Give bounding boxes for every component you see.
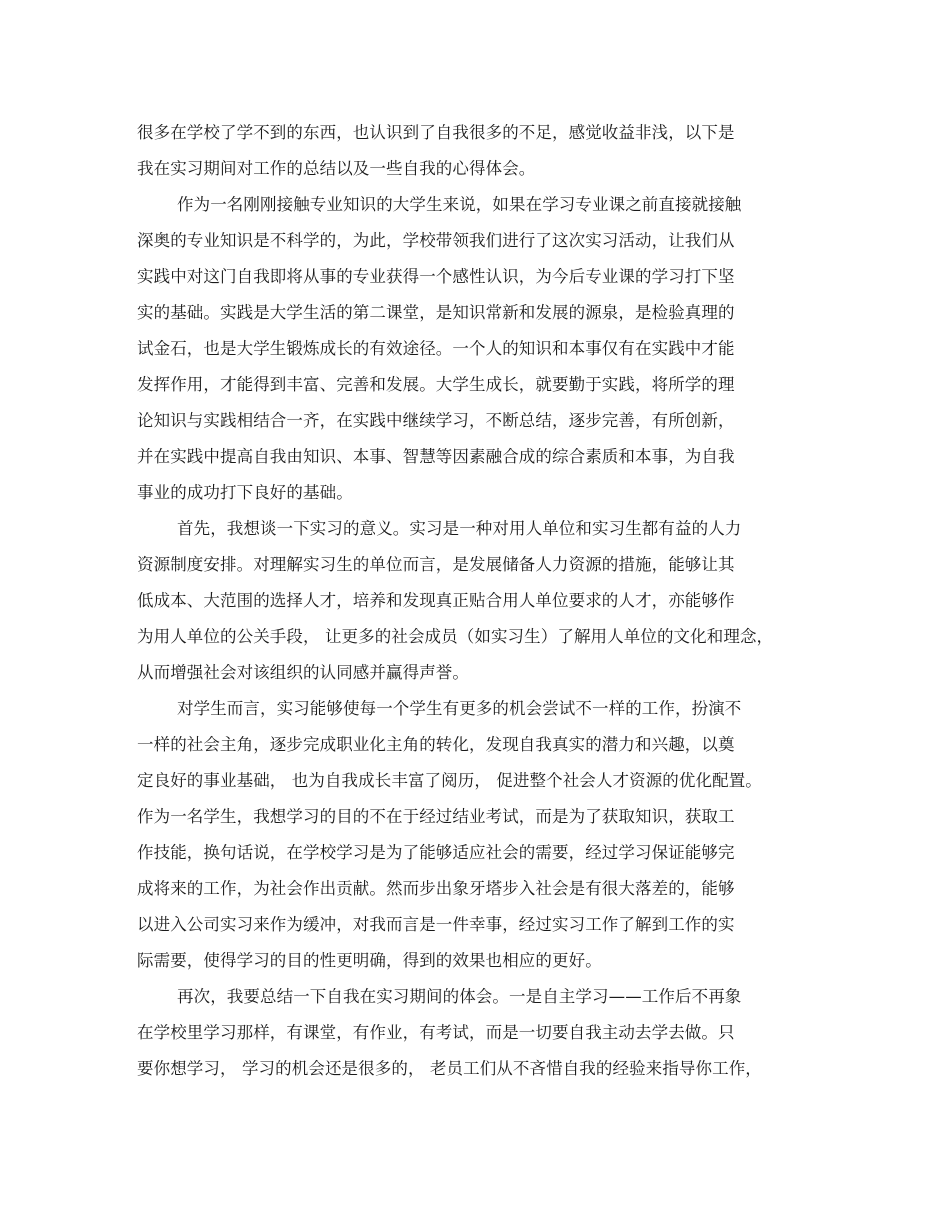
- text-line: 际需要，使得学习的目的性更明确，得到的效果也相应的更好。: [137, 951, 602, 970]
- text-line: 实践中对这门自我即将从事的专业获得一个感性认识，为今后专业课的学习打下坚: [137, 267, 735, 286]
- text-line: 事业的成功打下良好的基础。: [137, 483, 353, 502]
- paragraph-first-line: 对学生而言，实习能够使每一个学生有更多的机会尝试不一样的工作，扮演不: [177, 699, 742, 718]
- paragraph-first-line: 首先，我想谈一下实习的意义。实习是一种对用人单位和实习生都有益的人力: [177, 519, 742, 538]
- text-line: 并在实践中提高自我由知识、本事、智慧等因素融合成的综合素质和本事，为自我: [137, 447, 735, 466]
- text-line: 在学校里学习那样，有课堂，有作业，有考试，而是一切要自我主动去学去做。只: [137, 1023, 735, 1042]
- text-line: 为用人单位的公关手段， 让更多的社会成员（如实习生）了解用人单位的文化和理念，: [137, 627, 774, 646]
- text-line: 成将来的工作，为社会作出贡献。然而步出象牙塔步入社会是有很大落差的，能够: [137, 879, 735, 898]
- text-line: 我在实习期间对工作的总结以及一些自我的心得体会。: [137, 159, 536, 178]
- text-line: 作技能，换句话说，在学校学习是为了能够适应社会的需要，经过学习保证能够完: [137, 843, 735, 862]
- paragraph-first-line: 作为一名刚刚接触专业知识的大学生来说，如果在学习专业课之前直接就接触: [177, 195, 742, 214]
- text-line: 定良好的事业基础， 也为自我成长丰富了阅历， 促进整个社会人才资源的优化配置。: [137, 771, 762, 790]
- text-line: 一样的社会主角，逐步完成职业化主角的转化，发现自我真实的潜力和兴趣，以奠: [137, 735, 735, 754]
- text-line: 以进入公司实习来作为缓冲，对我而言是一件幸事，经过实习工作了解到工作的实: [137, 915, 735, 934]
- text-line: 作为一名学生，我想学习的目的不在于经过结业考试，而是为了获取知识，获取工: [137, 807, 735, 826]
- text-line: 试金石，也是大学生锻炼成长的有效途径。一个人的知识和本事仅有在实践中才能: [137, 339, 735, 358]
- text-line: 实的基础。实践是大学生活的第二课堂，是知识常新和发展的源泉，是检验真理的: [137, 303, 735, 322]
- text-line: 论知识与实践相结合一齐，在实践中继续学习，不断总结，逐步完善，有所创新，: [137, 411, 735, 430]
- paragraph-first-line: 再次，我要总结一下自我在实习期间的体会。一是自主学习——工作后不再象: [177, 987, 742, 1006]
- text-line: 深奥的专业知识是不科学的，为此，学校带领我们进行了这次实习活动，让我们从: [137, 231, 735, 250]
- text-line: 发挥作用，才能得到丰富、完善和发展。大学生成长，就要勤于实践，将所学的理: [137, 375, 735, 394]
- text-line: 要你想学习， 学习的机会还是很多的， 老员工们从不吝惜自我的经验来指导你工作，: [137, 1059, 762, 1078]
- text-line: 资源制度安排。对理解实习生的单位而言，是发展储备人力资源的措施，能够让其: [137, 555, 735, 574]
- text-line: 低成本、大范围的选择人才，培养和发现真正贴合用人单位要求的人才，亦能够作: [137, 591, 735, 610]
- text-line: 很多在学校了学不到的东西，也认识到了自我很多的不足，感觉收益非浅，以下是: [137, 123, 735, 142]
- text-line: 从而增强社会对该组织的认同感并赢得声誉。: [137, 663, 469, 682]
